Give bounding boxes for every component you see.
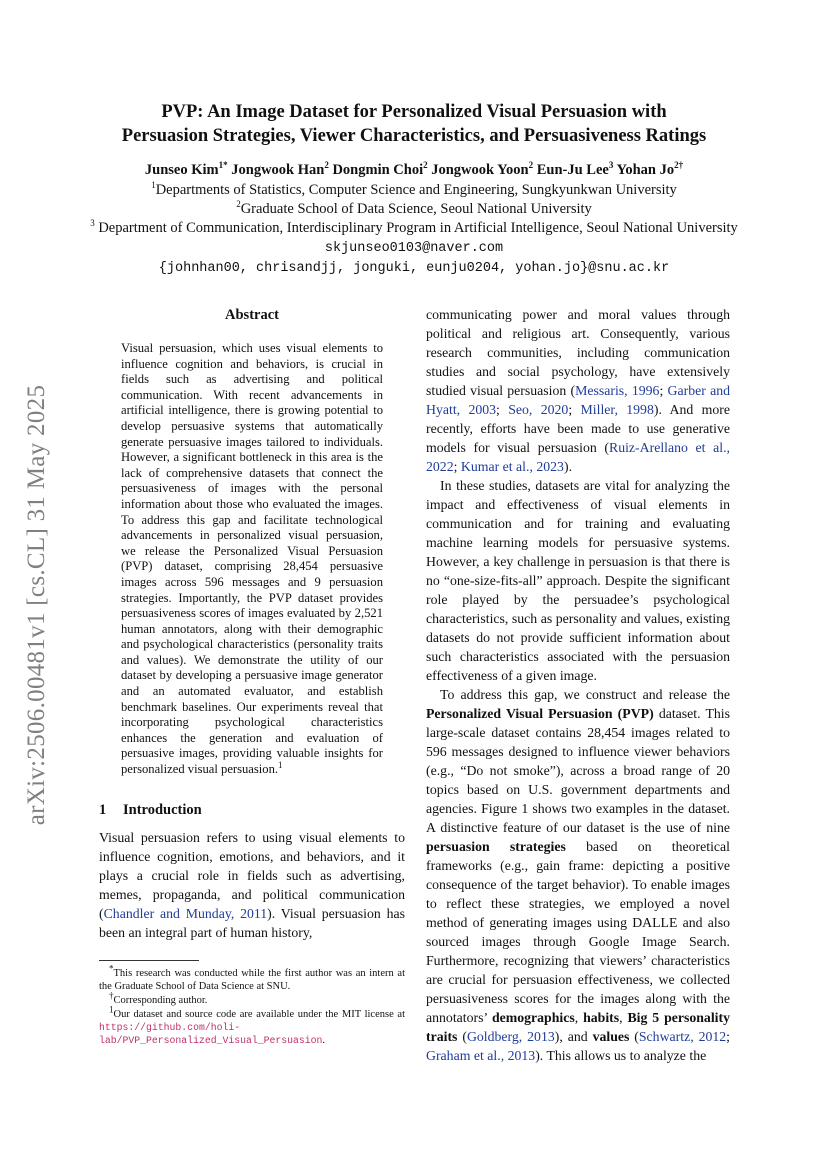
author: Eun-Ju Lee$^3$ (536, 160, 614, 178)
citation-link[interactable]: Kumar et al., 2023 (460, 459, 564, 474)
affiliation-3: $^3$ Department of Communication, Interdisciplinary Program in Artificial Intelligence, Seoul National University (90, 218, 738, 236)
footnote-divider (99, 960, 199, 961)
affiliation-2: $^2$Graduate School of Data Science, Seoul National University (236, 199, 592, 217)
paper-title (60, 100, 768, 148)
citation-link[interactable]: Miller, 1998 (580, 402, 654, 417)
section-heading-introduction (99, 800, 405, 820)
affiliation-1: $^1$Departments of Statistics, Computer Science and Engineering, Sungkyunkwan University (151, 180, 677, 198)
right-column (426, 305, 730, 1065)
title-line-2: Persuasion Strategies, Viewer Characteristics, and Persuasiveness Ratings (121, 126, 707, 146)
left-column (99, 305, 405, 1048)
citation-link[interactable]: Messaris, 1996 (575, 383, 660, 398)
citation-link[interactable]: Graham et al., 2013 (426, 1048, 536, 1063)
title-line-1: PVP: An Image Dataset for Personalized Visual Persuasion with (161, 102, 667, 122)
intro-paragraph-2: In these studies, datasets are vital for analyzing the impact and effectiveness of visual elements in communication and for training and evaluating machine learning models for persuasive systems. However, a key challenge in persuasion is that there is no “one-size-fits-all” approach. Despite the significant role played by the persuadee’s psychological characteristics, such as personality and values, existing datasets do not provide sufficient information about such characteristics associated with the persuasion effectiveness of a given image. (426, 478, 730, 683)
citation-link[interactable]: Garber and Hyatt, 2003 (426, 383, 731, 417)
github-link[interactable]: https://github.com/holi-lab/PVP_Personalized_Visual_Persuasion (99, 1021, 323, 1046)
email-2: {johnhan00, chrisandjj, jonguki, eunju0204, yohan.jo}@snu.ac.kr (158, 261, 670, 276)
author-list (40, 160, 788, 180)
intro-paragraph-1-part-2: communicating power and moral values through political and religious art. Consequently, various research communities, including communication studies and social psychology, have extensively studied visual persuasion (Messaris, 1996; Garber and Hyatt, 2003; Seo, 2020; Miller, 1998). And more recently, efforts have been made to use generative models for visual persuasion (Ruiz-Arellano et al., 2022; Kumar et al., 2023). (426, 307, 731, 474)
citation-link[interactable]: Goldberg, 2013 (466, 1029, 555, 1044)
author: Yohan $Jo^{2\dagger}$ (616, 160, 684, 178)
author: Junseo Kim$^{1*}$ (144, 160, 228, 178)
author: Jongwook Han$^2$ (231, 160, 329, 178)
citation-link[interactable]: Ruiz-Arellano et al., 2022 (426, 440, 730, 474)
author: Jongwook Yoon$^2$ (431, 160, 534, 178)
citation-link[interactable]: Chandler and Munday, 2011 (103, 905, 268, 921)
section-title: Introduction (123, 801, 202, 818)
abstract-text: Visual persuasion, which uses visual elements to influence cognition and behaviors, is crucial in fields such as advertising and political communication. With recent advancements in artificial intelligence, there is growing potential to develop persuasive systems that automatically generate persuasive images tailored to individuals. However, a significant bottleneck in this area is the lack of comprehensive datasets that connect the persuasiveness of images with the personal information about those who evaluated the images. To address this gap and facilitate technological advancements in personalized visual persuasion, we release the Personalized Visual Persuasion (PVP) dataset, comprising 28,454 persuasive images across 596 messages and 9 persuasion strategies. Importantly, the PVP dataset provides persuasiveness scores of images evaluated by 2,521 human annotators, along with their demographic and psychological characteristics (personality traits and values). We demonstrate the utility of our dataset by developing a persuasive image generator and an automated evaluator, and establish benchmark baselines. Our experiments reveal that incorporating psychological characteristics enhances the generation and evaluation of persuasive images, providing valuable insights for personalized visual persuasion.$^1$ (121, 341, 383, 777)
footnote-marker: 1 (278, 759, 283, 770)
footnote-1: *This research was conducted while the first author was an intern at the Graduate School of Data Science at SNU. (99, 963, 405, 992)
email-1: skjunseo0103@naver.com (324, 241, 504, 256)
citation-link[interactable]: Seo, 2020 (508, 402, 569, 417)
abstract-heading: Abstract (225, 307, 279, 323)
author: Dongmin Choi$^2$ (332, 160, 428, 178)
footnote-2: †Corresponding author. (109, 990, 208, 1006)
citation-link[interactable]: Schwartz, 2012 (638, 1029, 727, 1044)
arxiv-sidebar (22, 360, 52, 850)
footnote-3: $^1$Our dataset and source code are available under the MIT license at https://github.com/holi-lab/PVP_Personalized_Visual_Persuasion. (99, 1004, 405, 1046)
section-number: 1 (99, 801, 107, 818)
intro-paragraph-1-part-1: Visual persuasion refers to using visual elements to influence cognition, emotions, and behaviors, and it plays a crucial role in fields such as advertising, memes, propaganda, and political communication (Chandler and Munday, 2011). Visual persuasion has been an integral part of human history, (99, 829, 405, 940)
arxiv-identifier: arXiv:2506.00481v1 [cs.CL] 31 May 2025 (23, 384, 50, 826)
intro-paragraph-3: To address this gap, we construct and release the Personalized Visual Persuasion (PVP) dataset. This large-scale dataset contains 28,454 images related to 596 messages designed to influence viewer behaviors (e.g., “Do not smoke”), across a broad range of 20 topics based on U.S. government departments and agencies. Figure 1 shows two examples in the dataset. A distinctive feature of our dataset is the use of nine persuasion strategies based on theoretical frameworks (e.g., gain frame: depicting a positive consequence of the target behavior). To enable images to reflect these strategies, we employed a novel method of generating images using DALLE and also sourced images through Google Image Search. Furthermore, recognizing that viewers’ characteristics are crucial for persuasion effectiveness, we collected persuasiveness scores for the images along with the annotators’ demographics, habits, Big 5 personality traits (Goldberg, 2013), and values (Schwartz, 2012; Graham et al., 2013). This allows us to analyze the (426, 687, 731, 1063)
